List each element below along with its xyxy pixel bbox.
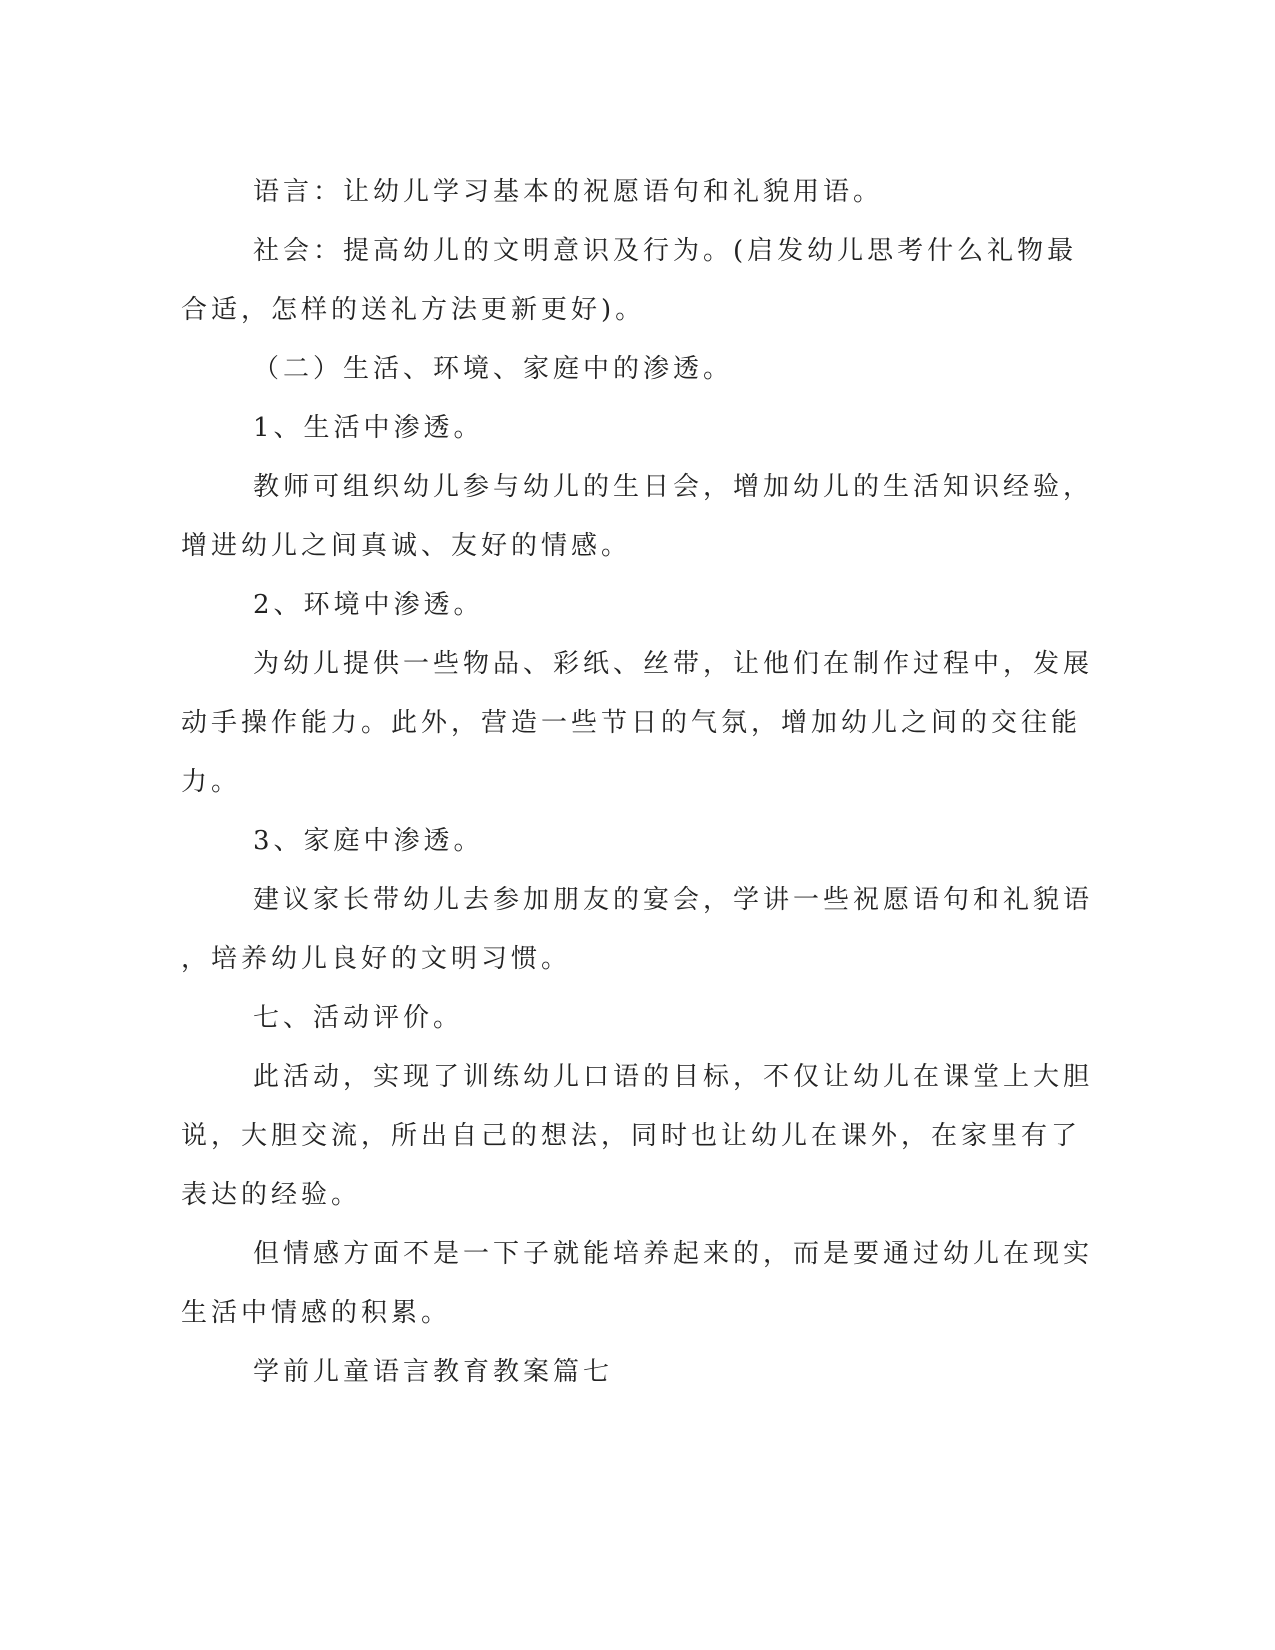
section-heading: （二）生活、环境、家庭中的渗透。 (253, 354, 734, 384)
text-line: 但情感方面不是一下子就能培养起来的，而是要通过幼儿在现实 (253, 1239, 1094, 1269)
text-line: ，培养幼儿良好的文明习惯。 (181, 944, 572, 974)
chapter-title: 学前儿童语言教育教案篇七 (253, 1357, 614, 1387)
document-body (181, 163, 1094, 1402)
subsection-heading: 2、环境中渗透。 (253, 590, 484, 620)
text-line: 社会：提高幼儿的文明意识及行为。(启发幼儿思考什么礼物最 (253, 236, 1078, 266)
text-line: 合适，怎样的送礼方法更新更好)。 (181, 295, 646, 325)
text-line: 说，大胆交流，所出自己的想法，同时也让幼儿在课外，在家里有了 (181, 1121, 1082, 1151)
text-line: 生活中情感的积累。 (181, 1298, 452, 1328)
section-heading: 七、活动评价。 (253, 1003, 464, 1033)
subsection-heading: 1、生活中渗透。 (253, 413, 484, 443)
text-line: 动手操作能力。此外，营造一些节日的气氛，增加幼儿之间的交往能 (181, 708, 1082, 738)
text-line: 语言：让幼儿学习基本的祝愿语句和礼貌用语。 (253, 177, 884, 207)
text-line: 表达的经验。 (181, 1180, 362, 1210)
text-line: 力。 (181, 767, 242, 797)
text-line: 此活动，实现了训练幼儿口语的目标，不仅让幼儿在课堂上大胆 (253, 1062, 1094, 1092)
text-line: 建议家长带幼儿去参加朋友的宴会，学讲一些祝愿语句和礼貌语 (253, 885, 1094, 915)
text-line: 为幼儿提供一些物品、彩纸、丝带，让他们在制作过程中，发展 (253, 649, 1094, 679)
text-line: 教师可组织幼儿参与幼儿的生日会，增加幼儿的生活知识经验， (253, 472, 1094, 502)
subsection-heading: 3、家庭中渗透。 (253, 826, 484, 856)
text-line: 增进幼儿之间真诚、友好的情感。 (181, 531, 632, 561)
